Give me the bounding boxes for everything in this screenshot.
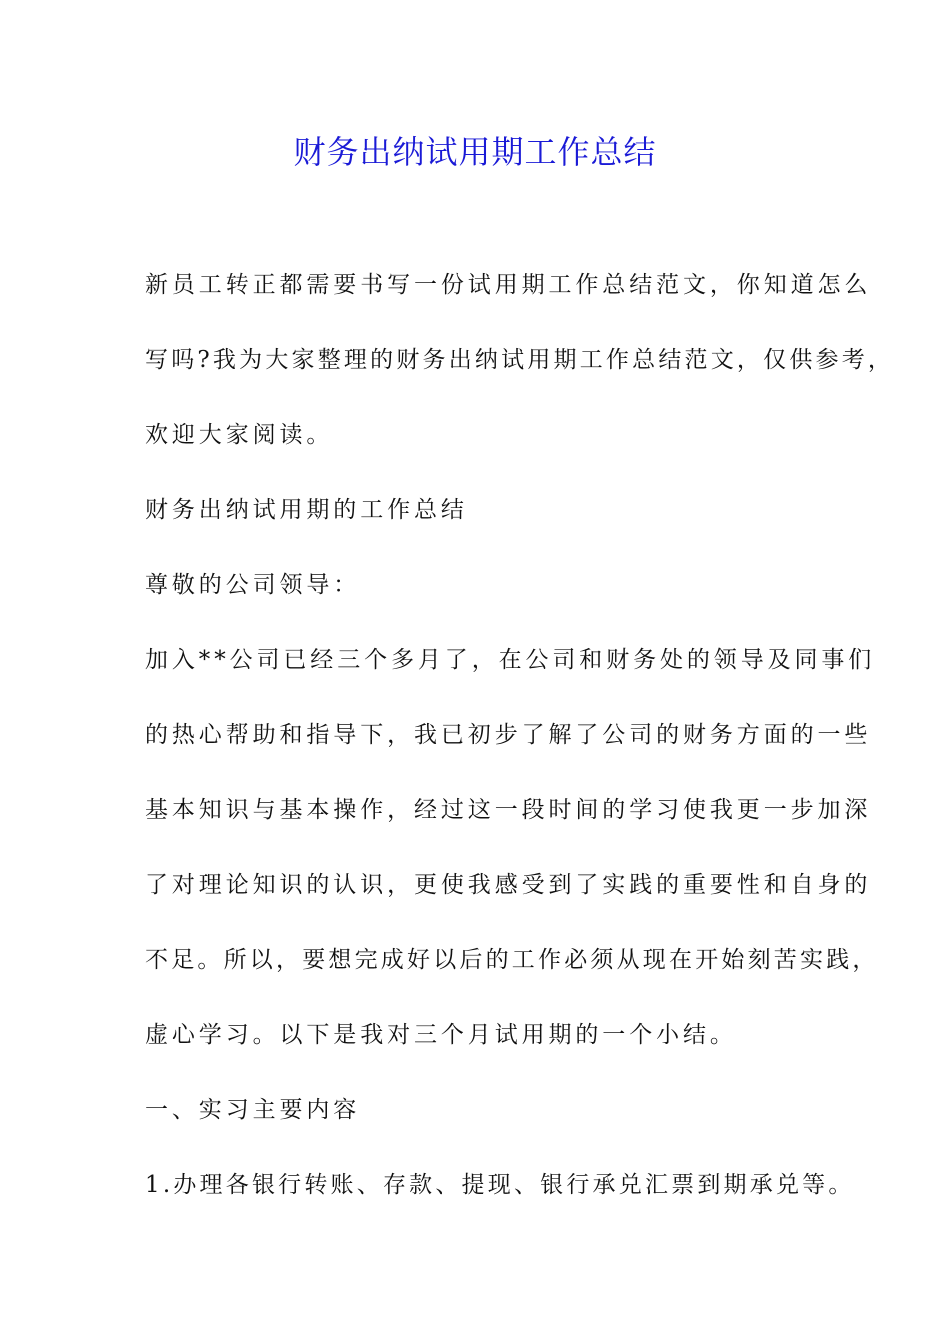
paragraph-line: 了对理论知识的认识，更使我感受到了实践的重要性和自身的 <box>145 872 872 898</box>
section-heading: 财务出纳试用期的工作总结 <box>145 497 468 523</box>
paragraph-line: 新员工转正都需要书写一份试用期工作总结范文，你知道怎么 <box>145 272 872 298</box>
document-title: 财务出纳试用期工作总结 <box>293 133 657 171</box>
paragraph-line: 写吗?我为大家整理的财务出纳试用期工作总结范文，仅供参考， <box>145 347 895 373</box>
salutation: 尊敬的公司领导： <box>145 572 361 598</box>
paragraph-line: 不足。所以，要想完成好以后的工作必须从现在开始刻苦实践， <box>145 947 879 973</box>
paragraph-line: 加入**公司已经三个多月了，在公司和财务处的领导及同事们 <box>145 647 876 673</box>
paragraph-line: 的热心帮助和指导下，我已初步了解了公司的财务方面的一些 <box>145 722 872 748</box>
paragraph-line: 虚心学习。以下是我对三个月试用期的一个小结。 <box>145 1022 737 1048</box>
list-item: 1.办理各银行转账、存款、提现、银行承兑汇票到期承兑等。 <box>145 1172 855 1198</box>
paragraph-line: 欢迎大家阅读。 <box>145 422 334 448</box>
section-heading: 一、实习主要内容 <box>145 1097 361 1123</box>
paragraph-line: 基本知识与基本操作，经过这一段时间的学习使我更一步加深 <box>145 797 872 823</box>
